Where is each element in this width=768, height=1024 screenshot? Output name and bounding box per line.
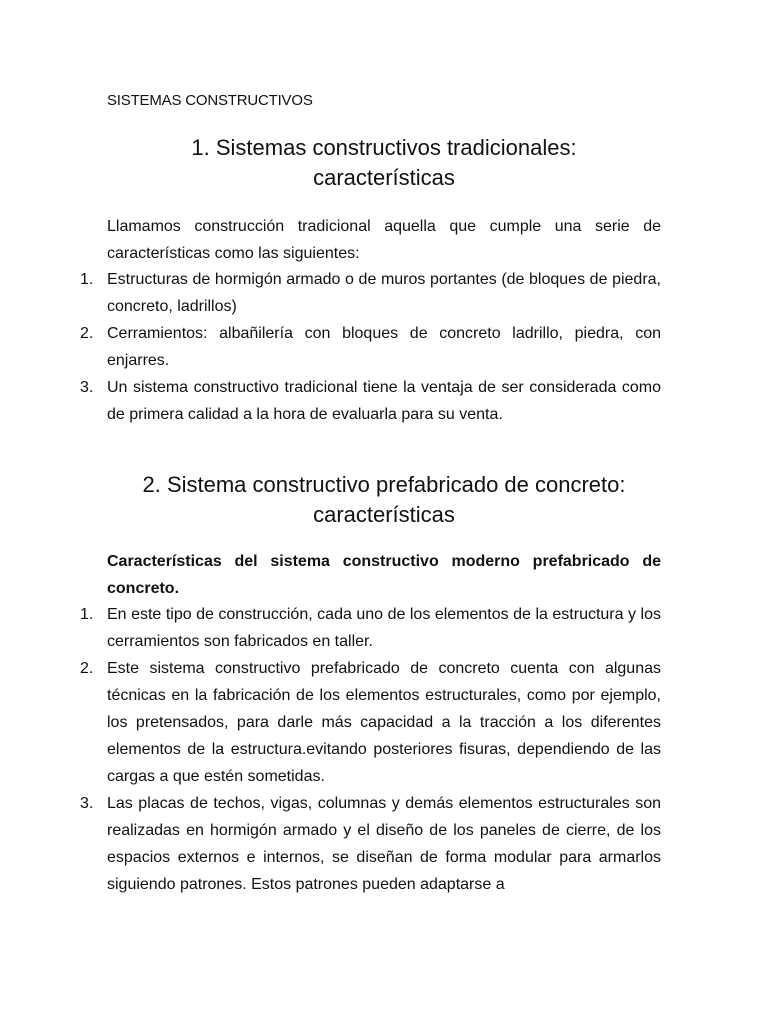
section-2-list: [80, 601, 661, 898]
list-item: [80, 655, 661, 790]
list-item-text: Cerramientos: albañilería con bloques de concreto ladrillo, piedra, con enjarres.: [107, 325, 661, 369]
list-item-text: Las placas de techos, vigas, columnas y demás elementos estructurales son realizadas en hormigón armado y el diseño de los paneles de cierre, de los espacios externos e internos, se diseñan de forma modular para armarlos siguiendo patrones. Estos patrones pueden adaptarse a: [107, 795, 661, 893]
section-1-heading-line-2: características: [313, 165, 455, 190]
list-item: [80, 266, 661, 320]
section-2-heading: [90, 470, 678, 530]
section-2-heading-line-2: características: [313, 502, 455, 527]
section-1-intro: Llamamos construcción tradicional aquella que cumple una serie de características como las siguientes:: [107, 218, 661, 262]
list-item-number: 1.: [80, 606, 94, 623]
list-item-text: Este sistema constructivo prefabricado de concreto cuenta con algunas técnicas en la fabricación de los elementos estructurales, como por ejemplo, los pretensados, para darle más capacidad a la tracción a los diferentes elementos de la estructura.evitando posteriores fisuras, dependiendo de las cargas a que estén sometidas.: [107, 660, 661, 785]
list-item: [80, 374, 661, 428]
list-item-number: 2.: [80, 660, 94, 677]
list-item: [80, 790, 661, 898]
list-item: [80, 601, 661, 655]
list-item-text: En este tipo de construcción, cada uno de los elementos de la estructura y los cerramientos son fabricados en taller.: [107, 606, 661, 650]
document-label: SISTEMAS CONSTRUCTIVOS: [107, 92, 313, 109]
section-1-heading-line-1: 1. Sistemas constructivos tradicionales:: [191, 135, 577, 160]
list-item: [80, 320, 661, 374]
list-item-number: 1.: [80, 271, 94, 288]
list-item-number: 3.: [80, 379, 94, 396]
section-2-heading-line-1: 2. Sistema constructivo prefabricado de concreto:: [142, 472, 626, 497]
section-1-heading: [90, 133, 678, 193]
list-item-text: Un sistema constructivo tradicional tiene la ventaja de ser considerada como de primera calidad a la hora de evaluarla para su venta.: [107, 379, 661, 423]
list-item-number: 2.: [80, 325, 94, 342]
list-item-text: Estructuras de hormigón armado o de muros portantes (de bloques de piedra, concreto, ladrillos): [107, 271, 661, 315]
section-1-list: [80, 266, 661, 428]
section-2-intro: Características del sistema constructivo moderno prefabricado de concreto.: [107, 553, 661, 597]
list-item-number: 3.: [80, 795, 94, 812]
